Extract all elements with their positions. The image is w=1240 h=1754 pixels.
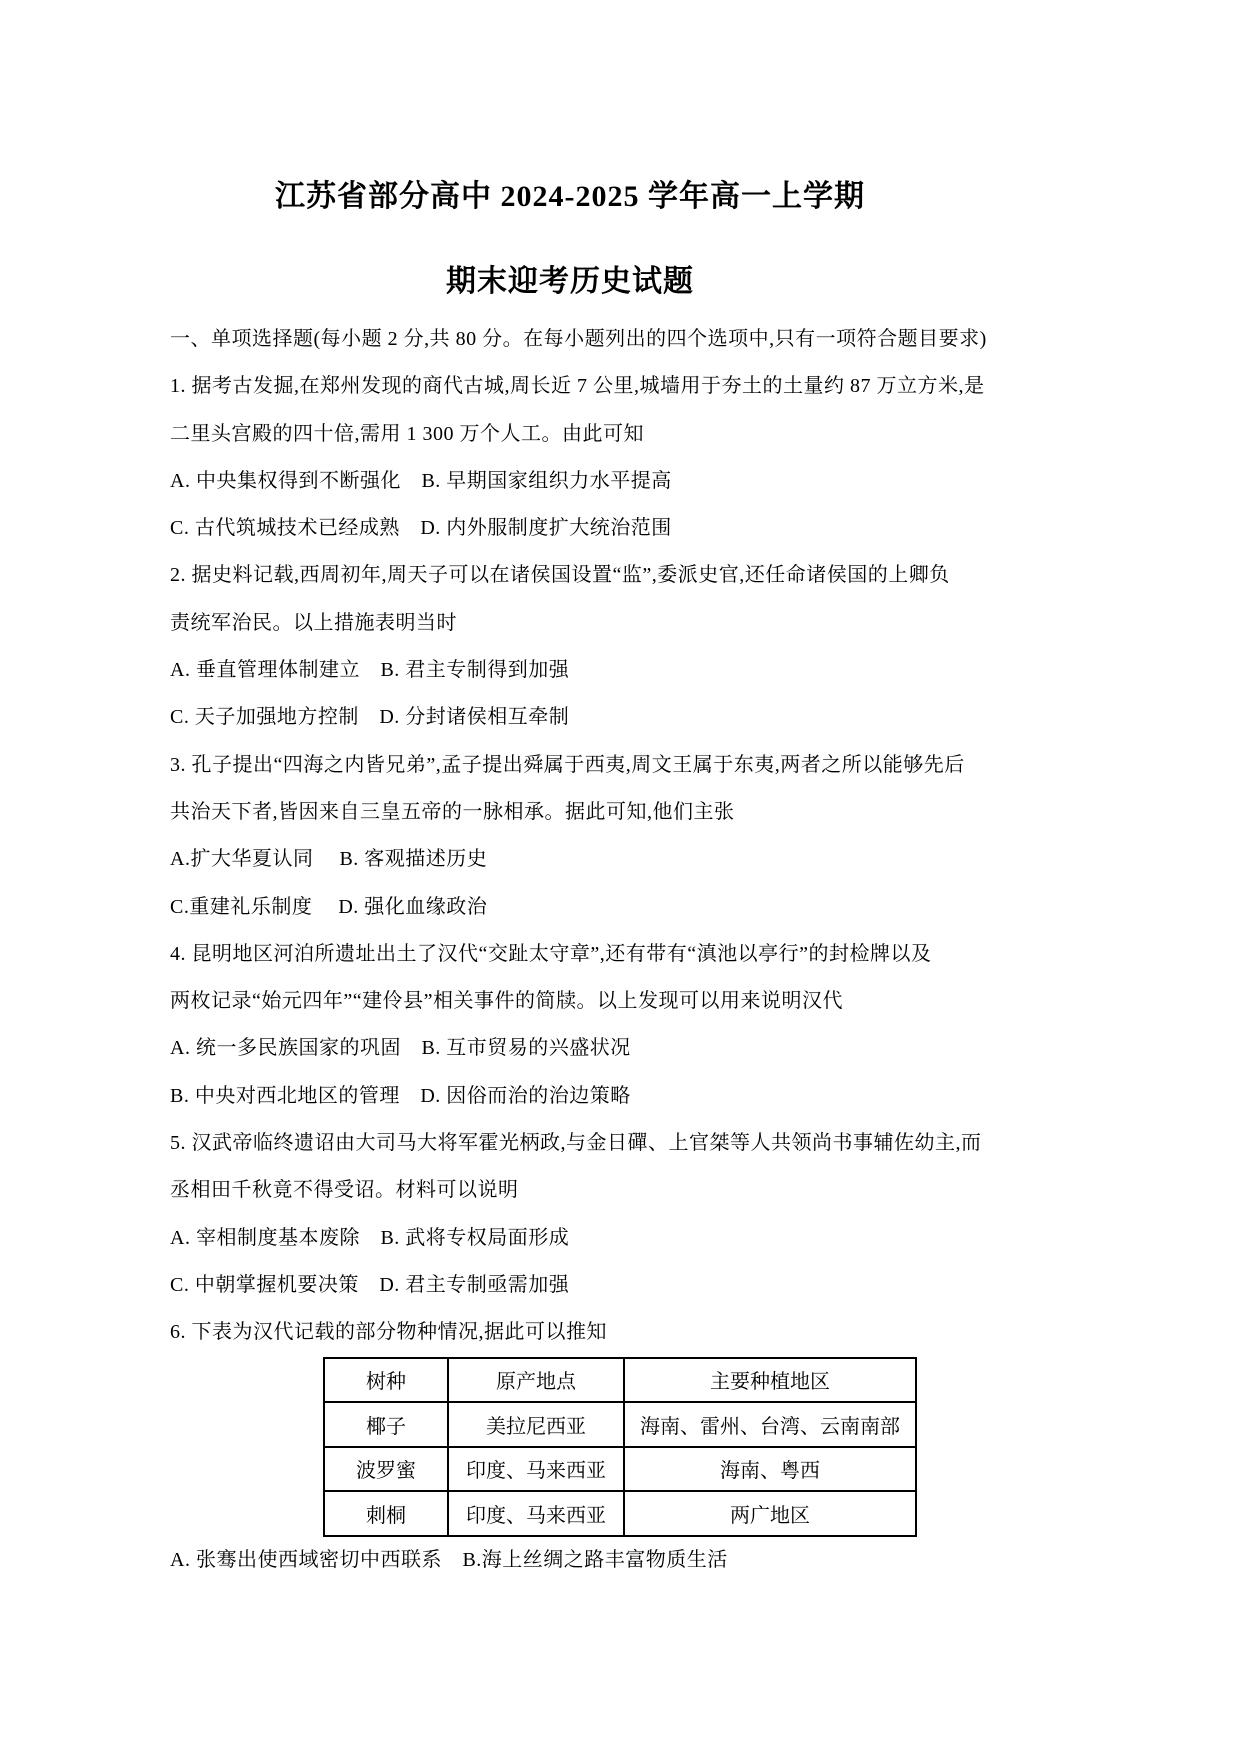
text-line: 1. 据考古发掘,在郑州发现的商代古城,周长近 7 公里,城墙用于夯土的土量约 87 万立方米,是 <box>170 375 985 398</box>
text-line: 责统军治民。以上措施表明当时 <box>170 611 457 634</box>
text-line: C.重建礼乐制度 D. 强化血缘政治 <box>170 895 488 918</box>
table-cell: 波罗蜜 <box>324 1447 448 1492</box>
text-line: 5. 汉武帝临终遗诏由大司马大将军霍光柄政,与金日磾、上官桀等人共领尚书事辅佐幼主,而 <box>170 1132 982 1155</box>
text-line: B. 中央对西北地区的管理 D. 因俗而治的治边策略 <box>170 1084 631 1107</box>
table-header-row <box>324 1358 916 1403</box>
after-table-lines <box>170 1537 970 1584</box>
table-cell: 两广地区 <box>624 1491 916 1536</box>
table-row <box>324 1491 916 1536</box>
text-line: 3. 孔子提出“四海之内皆兄弟”,孟子提出舜属于西夷,周文王属于东夷,两者之所以能够先后 <box>170 753 965 776</box>
text-line: A. 张骞出使西域密切中西联系 B.海上丝绸之路丰富物质生活 <box>170 1548 728 1571</box>
table-cell: 印度、马来西亚 <box>448 1491 624 1536</box>
exam-title-line1: 江苏省部分高中 2024-2025 学年高一上学期 <box>275 180 865 213</box>
text-line: 共治天下者,皆因来自三皇五帝的一脉相承。据此可知,他们主张 <box>170 800 735 823</box>
text-line: A.扩大华夏认同 B. 客观描述历史 <box>170 848 488 871</box>
text-line: 2. 据史料记载,西周初年,周天子可以在诸侯国设置“监”,委派史官,还任命诸侯国的上卿负 <box>170 564 950 587</box>
table-row <box>324 1402 916 1447</box>
text-line: 二里头宫殿的四十倍,需用 1 300 万个人工。由此可知 <box>170 422 644 445</box>
table-cell: 海南、粤西 <box>624 1447 916 1492</box>
text-line: A. 垂直管理体制建立 B. 君主专制得到加强 <box>170 659 570 682</box>
text-line: 丞相田千秋竟不得受诏。材料可以说明 <box>170 1179 519 1202</box>
exam-content <box>170 0 987 1584</box>
table-cell: 海南、雷州、台湾、云南南部 <box>624 1402 916 1447</box>
text-line: 4. 昆明地区河泊所遗址出土了汉代“交趾太守章”,还有带有“滇池以亭行”的封检牌以及 <box>170 942 932 965</box>
table-cell: 树种 <box>324 1358 448 1403</box>
exam-title-line2: 期末迎考历史试题 <box>446 265 694 298</box>
text-line: C. 天子加强地方控制 D. 分封诸侯相互牵制 <box>170 706 570 729</box>
table-cell: 主要种植地区 <box>624 1358 916 1403</box>
table-cell: 椰子 <box>324 1402 448 1447</box>
text-line: C. 中朝掌握机要决策 D. 君主专制亟需加强 <box>170 1273 570 1296</box>
text-line: A. 宰相制度基本废除 B. 武将专权局面形成 <box>170 1226 570 1249</box>
text-line: 一、单项选择题(每小题 2 分,共 80 分。在每小题列出的四个选项中,只有一项符合题目要求) <box>170 328 987 350</box>
text-line: A. 中央集权得到不断强化 B. 早期国家组织力水平提高 <box>170 469 672 492</box>
text-line: 6. 下表为汉代记载的部分物种情况,据此可以推知 <box>170 1321 607 1344</box>
table-row <box>324 1447 916 1492</box>
text-line: 两枚记录“始元四年”“建伶县”相关事件的简牍。以上发现可以用来说明汉代 <box>170 990 844 1013</box>
species-table <box>323 1357 917 1537</box>
table-cell: 刺桐 <box>324 1491 448 1536</box>
question-lines <box>170 316 987 1357</box>
text-line: C. 古代筑城技术已经成熟 D. 内外服制度扩大统治范围 <box>170 517 672 540</box>
table-cell: 美拉尼西亚 <box>448 1402 624 1447</box>
table-cell: 印度、马来西亚 <box>448 1447 624 1492</box>
table-cell: 原产地点 <box>448 1358 624 1403</box>
species-table-body <box>324 1358 916 1536</box>
text-line: A. 统一多民族国家的巩固 B. 互市贸易的兴盛状况 <box>170 1037 631 1060</box>
